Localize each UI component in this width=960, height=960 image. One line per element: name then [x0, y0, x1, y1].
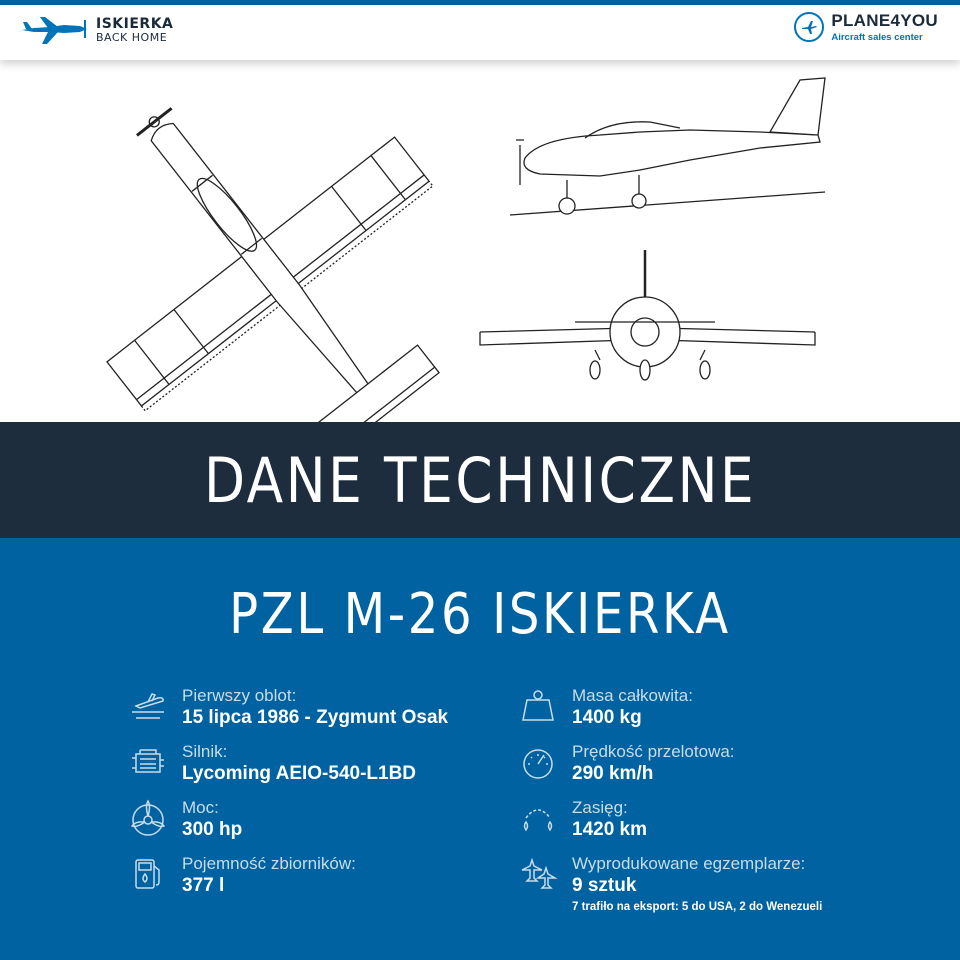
spec-label: Masa całkowita: [572, 686, 693, 705]
spec-label: Silnik: [182, 742, 228, 761]
spec-value: 300 hp [182, 819, 243, 840]
propeller-icon [128, 798, 168, 838]
aircraft-name: PZL M-26 ISKIERKA [229, 582, 731, 647]
spec-label: Zasięg: [572, 798, 628, 817]
header [0, 5, 960, 60]
iskierka-back-home-logo[interactable] [20, 14, 173, 48]
takeoff-icon [128, 686, 168, 726]
logo-title: ISKIERKA [96, 16, 174, 32]
range-icon [518, 798, 558, 838]
airplane-logo-icon [20, 14, 90, 48]
fuel-pump-icon [128, 854, 168, 894]
spec-range [518, 798, 647, 842]
spec-value: 377 l [182, 875, 225, 896]
spec-label: Prędkość przelotowa: [572, 742, 735, 761]
spec-value: Lycoming AEIO-540-L1BD [182, 763, 417, 784]
front-view-drawing [480, 250, 815, 380]
spec-fuel-capacity [128, 854, 356, 898]
spec-total-mass [518, 686, 693, 730]
spec-first-flight [128, 686, 448, 730]
top-view-drawing [5, 60, 525, 422]
weight-icon [518, 686, 558, 726]
plane4you-logo[interactable] [794, 11, 938, 43]
plane-circle-icon [794, 12, 824, 42]
spec-value: 9 sztuk [572, 875, 637, 896]
brand-subtitle: Aircraft sales center [831, 32, 923, 43]
spec-label: Wyprodukowane egzemplarze: [572, 854, 806, 873]
logo-subtitle: BACK HOME [96, 31, 168, 44]
engine-icon [128, 742, 168, 782]
spec-value: 1420 km [572, 819, 648, 840]
brand-name: PLANE4YOU [831, 11, 938, 30]
jets-icon [518, 854, 558, 894]
speedometer-icon [518, 742, 558, 782]
spec-power [128, 798, 242, 842]
spec-units-produced [518, 854, 822, 913]
spec-label: Moc: [182, 798, 219, 817]
spec-cruise-speed [518, 742, 735, 786]
technical-drawing [0, 60, 960, 422]
spec-value: 1400 kg [572, 707, 642, 728]
spec-value: 290 km/h [572, 763, 654, 784]
spec-value: 15 lipca 1986 - Zygmunt Osak [182, 707, 449, 728]
side-view-drawing [510, 78, 825, 215]
section-title-band [0, 422, 960, 538]
spec-note: 7 trafiło na eksport: 5 do USA, 2 do Wenezueli [572, 901, 823, 913]
spec-label: Pojemność zbiorników: [182, 854, 356, 873]
spec-engine [128, 742, 416, 786]
specs-panel [0, 538, 960, 960]
section-title: DANE TECHNICZNE [203, 443, 757, 517]
spec-label: Pierwszy oblot: [182, 686, 297, 705]
